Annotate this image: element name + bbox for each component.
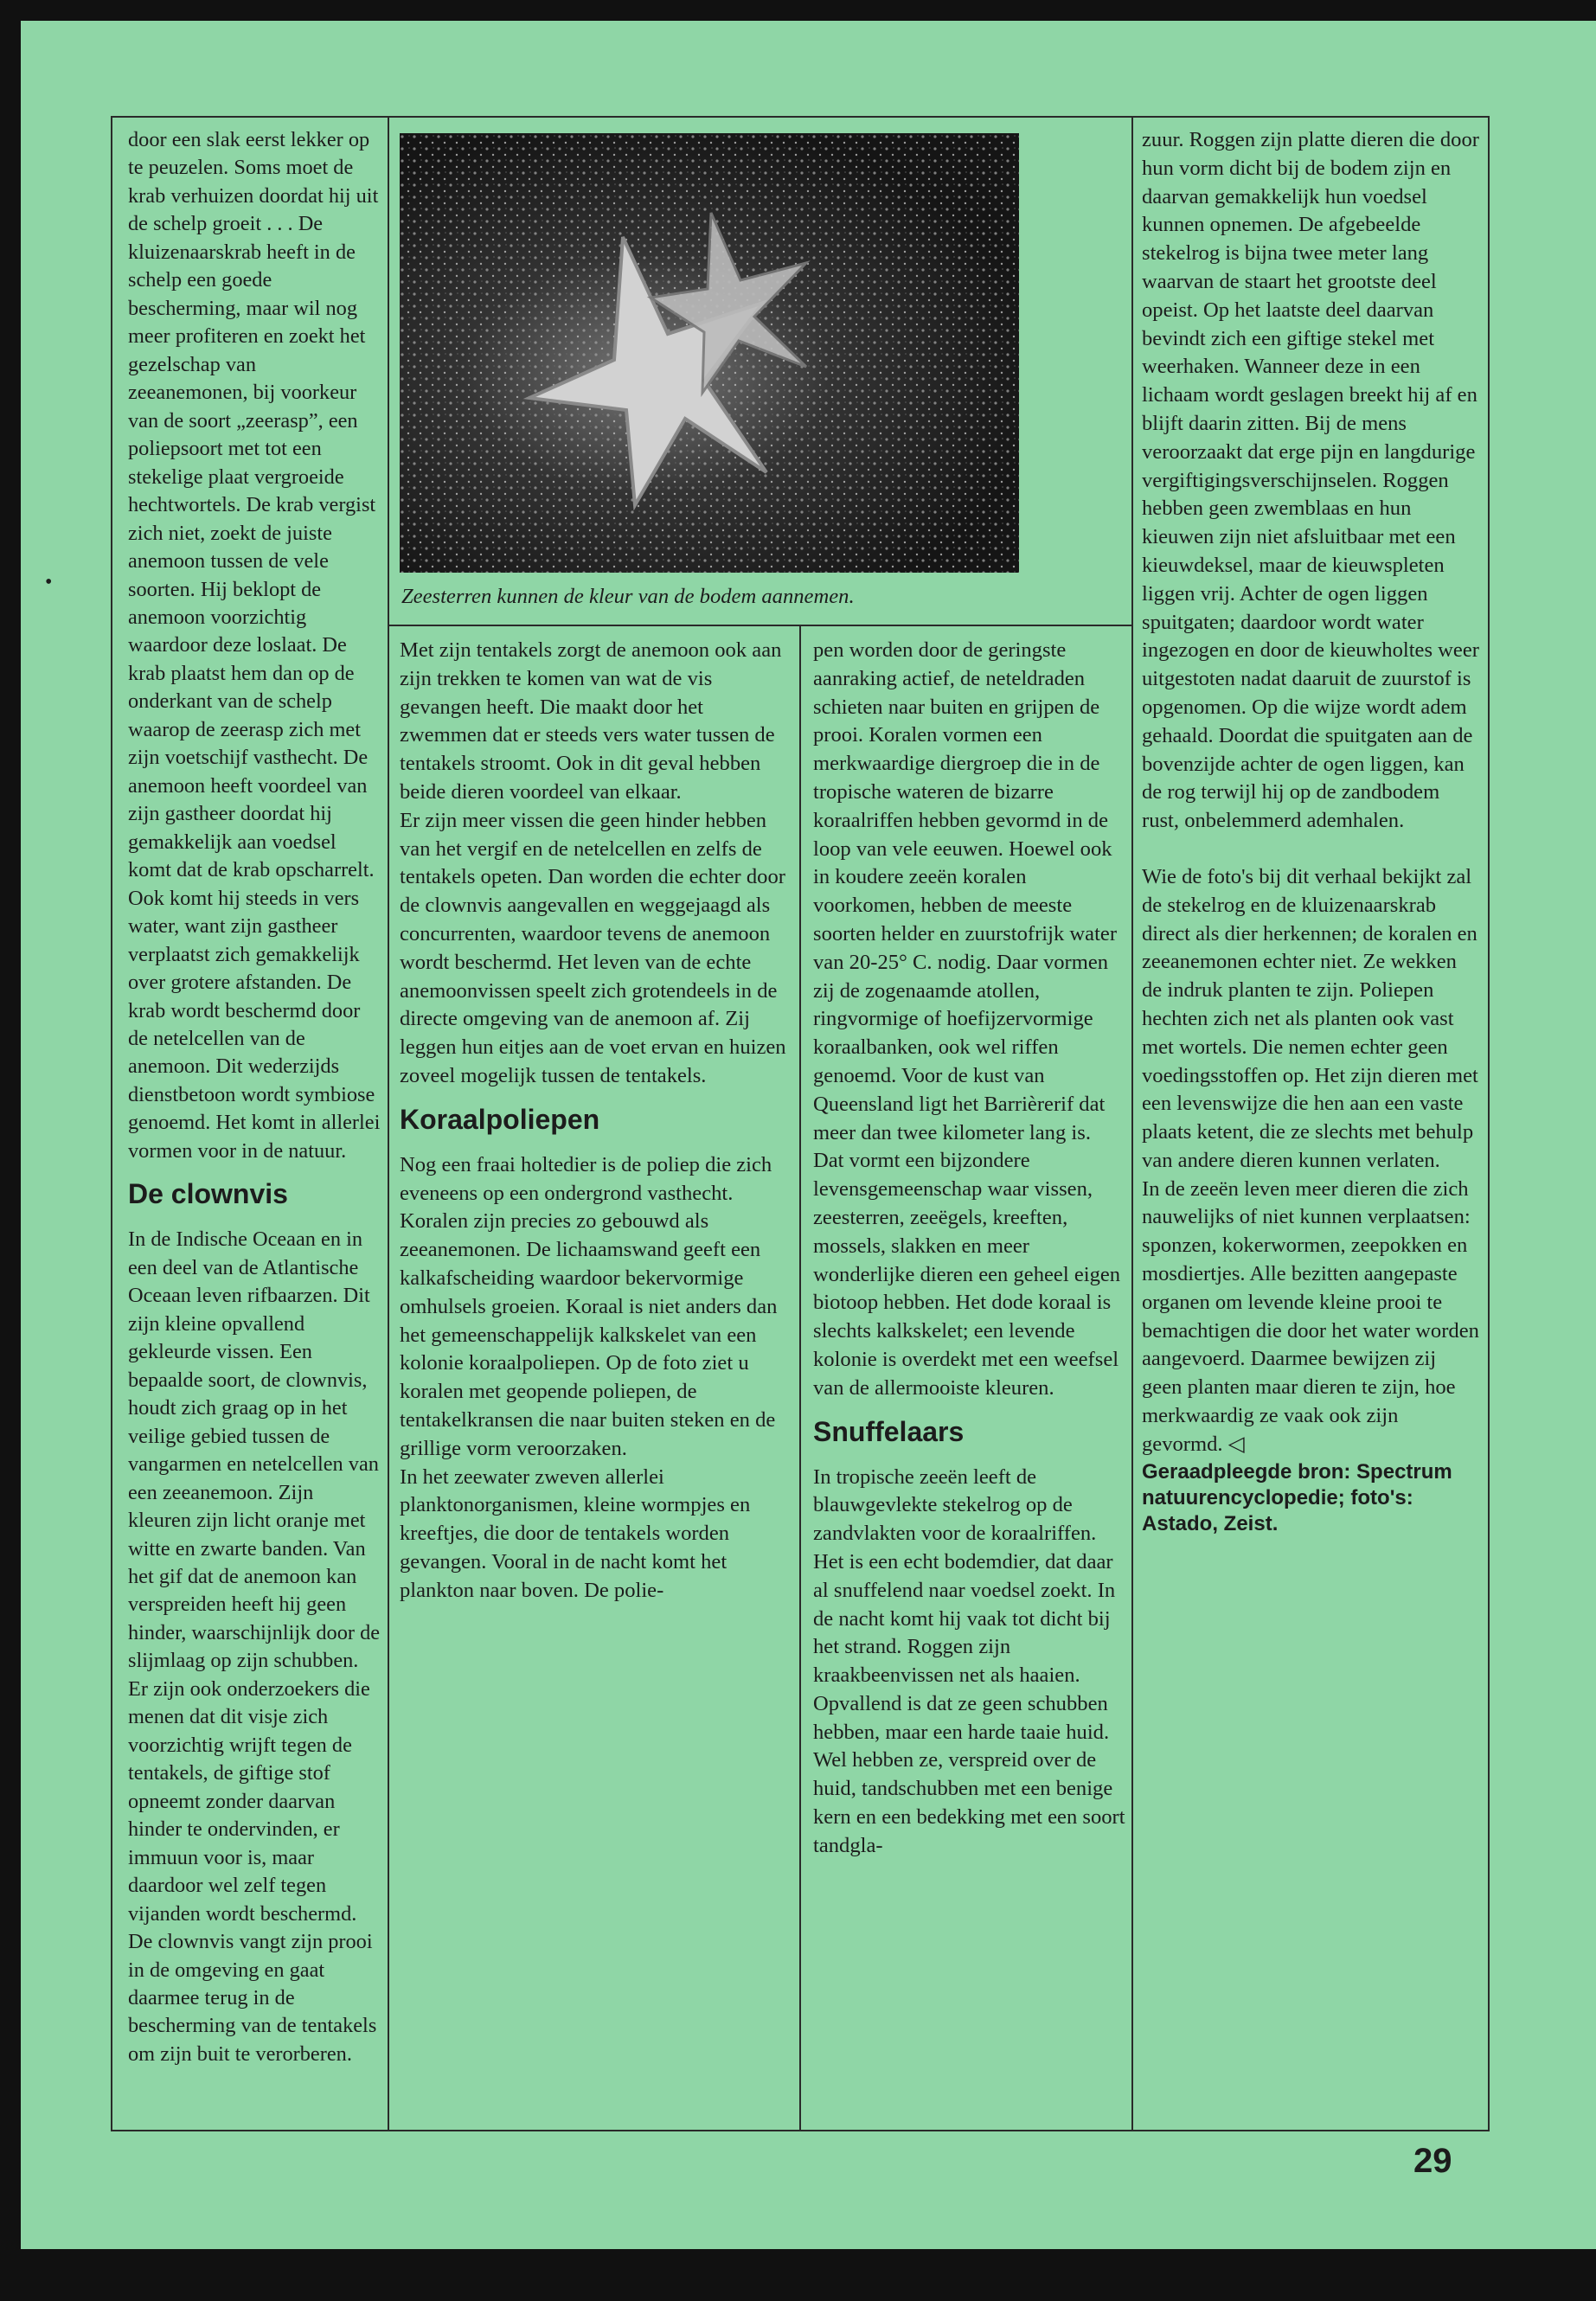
column-rule-3	[799, 626, 801, 2131]
caption-rule	[388, 625, 1131, 626]
col4-paragraph-1: zuur. Roggen zijn platte dieren die door hun vorm dicht bij de bodem zijn en daarvan gemakkelijk hun voedsel kunnen opnemen. De afgebeelde stekelrog is bijna twee meter lang waarvan de staart het grootste deel opeist. Op het laatste deel daarvan bevindt zich een giftige stekel met weerhaken. Wanneer deze in een lichaam wordt geslagen breekt hij af en blijft daarin zitten. Bij de mens veroorzaakt dat erge pijn en langdurige vergiftigingsverschijnselen. Roggen hebben geen zwemblaas en hun kieuwen zijn niet afsluitbaar met een kieuwdeksel, maar de kieuwspleten liggen vrij. Achter de ogen liggen spuitgaten; daardoor wordt water ingezogen en door de kieuwholtes weer uitgestoten nadat daaruit de zuurstof is opgenomen. Op die wijze wordt adem gehaald. Doordat die spuitgaten aan de bovenzijde achter de ogen liggen, kan de rog terwijl hij op de zandbodem rust, onbelemmerd ademhalen.	[1142, 128, 1479, 833]
col2-paragraph-4: In het zeewater zweven allerlei planktonorganismen, kleine wormpjes en kreeftjes, die door de tentakels worden gevangen. Vooral in de nacht komt het plankton naar boven. De polie-	[400, 1465, 751, 1602]
heading-snuffelaars: Snuffelaars	[813, 1415, 965, 1447]
col2-paragraph-1: Met zijn tentakels zorgt de anemoon ook aan zijn trekken te komen van wat de vis gevangen heeft. Die maakt door het zwemmen dat er steeds vers water tussen de tentakels stroomt. Ook in dit geval hebben beide dieren voordeel van elkaar.	[400, 638, 782, 804]
col1-paragraph-3: De clownvis vangt zijn prooi in de omgeving en gaat daarmee terug in de bescherming van de tentakels om zijn buit te verorberen.	[128, 1930, 377, 2066]
column-4	[1142, 126, 1481, 1537]
heading-koraalpoliepen: Koraalpoliepen	[400, 1103, 600, 1135]
page-number: 29	[1413, 2142, 1452, 2180]
col1-paragraph-1: door een slak eerst lekker op te peuzelen. Soms moet de krab verhuizen doordat hij uit de schelp groeit . . . De kluizenaarskrab heeft in de schelp een goede bescherming, maar wil nog meer profiteren en zoekt het gezelschap van zeeanemonen, bij voorkeur van de soort „zeerasp”, een poliepsoort met tot een stekelige plaat vergroeide hechtwortels. De krab vergist zich niet, zoekt de juiste anemoon tussen de vele soorten. Hij beklopt de anemoon voorzichtig waardoor deze loslaat. De krab plaatst hem dan op de onderkant van de schelp waarop de zeerasp zich met zijn voetschijf vasthecht. De anemoon heeft voordeel van zijn gastheer doordat hij gemakkelijk aan voedsel komt dat de krab opscharrelt. Ook komt hij steeds in vers water, want zijn gastheer verplaatst zich gemakkelijk over grotere afstanden. De krab wordt beschermd door de netelcellen van de anemoon. Dit wederzijds dienstbetoon wordt symbiose genoemd. Het komt in allerlei vormen voor in de natuur.	[128, 128, 381, 1163]
starfish-photo	[400, 133, 1019, 573]
source-credit: Geraadpleegde bron: Spectrum natuurencyclopedie; foto's: Astado, Zeist.	[1142, 1459, 1452, 1535]
col2-paragraph-2: Er zijn meer vissen die geen hinder hebben van het vergif en de netelcellen en zelfs de tentakels opeten. Dan worden die echter door de clownvis aangevallen en weggejaagd als concurrenten, waardoor tevens de anemoon wordt beschermd. Het leven van de echte anemoonvissen speelt zich grotendeels in de directe omgeving van de anemoon af. Zij leggen hun eitjes aan de voet ervan en huizen zoveel mogelijk tussen de tentakels.	[400, 808, 786, 1087]
column-rule-1	[388, 116, 389, 2131]
col2-paragraph-3: Nog een fraai holtedier is de poliep die zich eveneens op een ondergrond vasthecht. Koralen zijn precies zo gebouwd als zeeanemonen. De lichaamswand geeft een kalkafscheiding waardoor bekervormige omhulsels groeien. Koraal is niet anders dan het gemeenschappelijk kalkskelet van een kolonie koraalpoliepen. Op de foto ziet u koralen met geopende poliepen, de tentakelkransen die naar buiten steken en de grillige vorm veroorzaken.	[400, 1152, 778, 1460]
col1-paragraph-2: In de Indische Oceaan en in een deel van de Atlantische Oceaan leven rifbaarzen. Dit zijn kleine opvallend gekleurde vissen. Een bepaalde soort, de clownvis, houdt zich graag op in het veilige gebied tussen de vangarmen en netelcellen van een zeeanemoon. Zijn kleuren zijn licht oranje met witte en zwarte banden. Van het gif dat de anemoon kan verspreiden heeft hij geen hinder, waarschijnlijk door de slijmlaag op zijn schubben. Er zijn ook onderzoekers die menen dat dit visje zich voorzichtig wrijft tegen de tentakels, de giftige stof opneemt zonder daarvan hinder te ondervinden, er immuun voor is, maar daardoor wel zelf tegen vijanden wordt beschermd.	[128, 1227, 381, 1926]
column-rule-2	[1131, 116, 1133, 2131]
margin-mark: •	[45, 571, 53, 593]
col4-paragraph-3: In de zeeën leven meer dieren die zich nauwelijks of niet kunnen verplaatsen: sponzen, kokerwormen, zeepokken en mosdiertjes. Alle bezitten aangepaste organen om levende kleine prooi te bemachtigen die door het water worden aangevoerd. Daarmee bewijzen zij geen planten maar dieren te zijn, hoe merkwaardig ze vaak ook zijn gevormd. ◁	[1142, 1176, 1479, 1456]
col4-paragraph-2: Wie de foto's bij dit verhaal bekijkt zal de stekelrog en de kluizenaarskrab direct als dier herkennen; de koralen en zeeanemonen echter niet. Ze wekken de indruk planten te zijn. Poliepen hechten zich net als planten ook vast met wortels. Die nemen echter geen voedingsstoffen op. Het zijn dieren met een levenswijze die hen aan een vaste plaats ketent, die ze slechts met behulp van andere dieren kunnen verlaten.	[1142, 864, 1478, 1172]
heading-clownvis: De clownvis	[128, 1178, 288, 1210]
photo-caption: Zeesterren kunnen de kleur van de bodem aannemen.	[401, 585, 855, 608]
col3-paragraph-2: In tropische zeeën leeft de blauwgevlekte stekelrog op de zandvlakten voor de koraalriffen. Het is een echt bodemdier, dat daar al snuffelend naar voedsel zoekt. In de nacht komt hij vaak tot dicht bij het strand. Roggen zijn kraakbeenvissen net als haaien. Opvallend is dat ze geen schubben hebben, maar een harde taaie huid. Wel hebben ze, verspreid over de huid, tandschubben met een benige kern en een bedekking met een soort tandgla-	[813, 1465, 1125, 1857]
magazine-page	[21, 21, 1596, 2249]
column-2	[400, 637, 791, 1606]
column-3	[813, 637, 1126, 1861]
starfish-photo-graphic	[400, 133, 1019, 573]
col3-paragraph-1: pen worden door de geringste aanraking actief, de neteldraden schieten naar buiten en grijpen de prooi. Koralen vormen een merkwaardige diergroep die in de tropische wateren de bizarre koraalriffen hebben gevormd in de loop van vele eeuwen. Hoewel ook in koudere zeeën koralen voorkomen, hebben de meeste soorten helder en zuurstofrijk water van 20-25° C. nodig. Daar vormen zij de zogenaamde atollen, ringvormige of hoefijzervormige koraalbanken, ook wel riffen genoemd. Voor de kust van Queensland ligt het Barrièrerif dat meer dan twee kilometer lang is. Dat vormt een bijzondere levensgemeenschap waar vissen, zeesterren, zeeëgels, kreeften, mossels, slakken en meer wonderlijke dieren een geheel eigen biotoop hebben. Het dode koraal is slechts kalkskelet; een levende kolonie is overdekt met een weefsel van de allermooiste kleuren.	[813, 638, 1121, 1400]
column-1	[128, 126, 381, 2068]
